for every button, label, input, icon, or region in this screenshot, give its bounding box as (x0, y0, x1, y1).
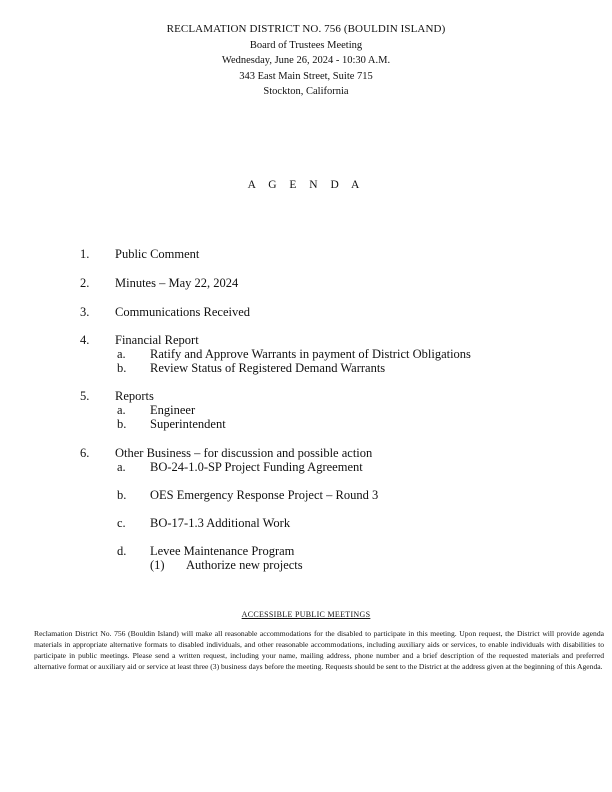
subitem-number: b. (117, 417, 127, 431)
item-number: 6. (80, 446, 90, 460)
item-number: 1. (80, 247, 90, 261)
subitem-text: Review Status of Registered Demand Warrants (150, 361, 386, 375)
subitem-number: a. (117, 347, 126, 361)
subitem-text: Engineer (150, 403, 196, 417)
meeting-city: Stockton, California (263, 86, 349, 97)
subitem-number: b. (117, 361, 127, 375)
subitem-number: c. (117, 516, 126, 530)
subsubitem-text: Authorize new projects (186, 558, 303, 572)
subitem-text: OES Emergency Response Project – Round 3 (150, 488, 379, 502)
meeting-address: 343 East Main Street, Suite 715 (239, 70, 373, 82)
subitem-number: a. (117, 460, 126, 474)
subsubitem-number: (1) (150, 558, 165, 572)
subitem-text: BO-24-1.0-SP Project Funding Agreement (150, 460, 363, 474)
item-number: 4. (80, 333, 90, 347)
item-text: Financial Report (115, 333, 199, 347)
subitem-number: b. (117, 488, 127, 502)
subitem-text: BO-17-1.3 Additional Work (150, 516, 291, 530)
item-text: Public Comment (115, 247, 200, 261)
meeting-datetime: Wednesday, June 26, 2024 - 10:30 A.M. (221, 55, 391, 66)
accessibility-notice-body: Reclamation District No. 756 (Bouldin Island) will make all reasonable accommodations for the disabled to participate in this meeting. Upon request, the District will provide agenda materials in appropriate alternative formats to disabled individuals, and other reasonable accommodations, including auxiliary aids or services, to enable individuals with disabilities to participate in public meetings. Please send a written request, including your name, mailing address, phone number and a brief description of the requested materials and preferred alternative format or auxiliary aid or service at least three (3) business days before the meeting. Requests should be sent to the District at the address given at the beginning of this Agenda. (34, 629, 604, 671)
subitem-text: Ratify and Approve Warrants in payment of District Obligations (150, 347, 471, 361)
item-text: Communications Received (115, 305, 251, 319)
district-title: RECLAMATION DISTRICT NO. 756 (BOULDIN ISLAND) (166, 23, 446, 35)
meeting-name: Board of Trustees Meeting (249, 39, 363, 51)
agenda-header (0, 22, 612, 100)
item-text: Other Business – for discussion and possible action (115, 446, 373, 460)
subitem-text: Superintendent (150, 417, 226, 431)
item-number: 5. (80, 389, 90, 403)
item-text: Reports (115, 389, 154, 403)
item-text: Minutes – May 22, 2024 (115, 276, 239, 290)
subitem-text: Levee Maintenance Program (150, 544, 295, 558)
item-number: 3. (80, 305, 90, 319)
agenda-title: A G E N D A (247, 179, 365, 191)
accessibility-notice-title: ACCESSIBLE PUBLIC MEETINGS (241, 610, 371, 619)
item-number: 2. (80, 276, 90, 290)
subitem-number: a. (117, 403, 126, 417)
subitem-number: d. (117, 544, 127, 558)
